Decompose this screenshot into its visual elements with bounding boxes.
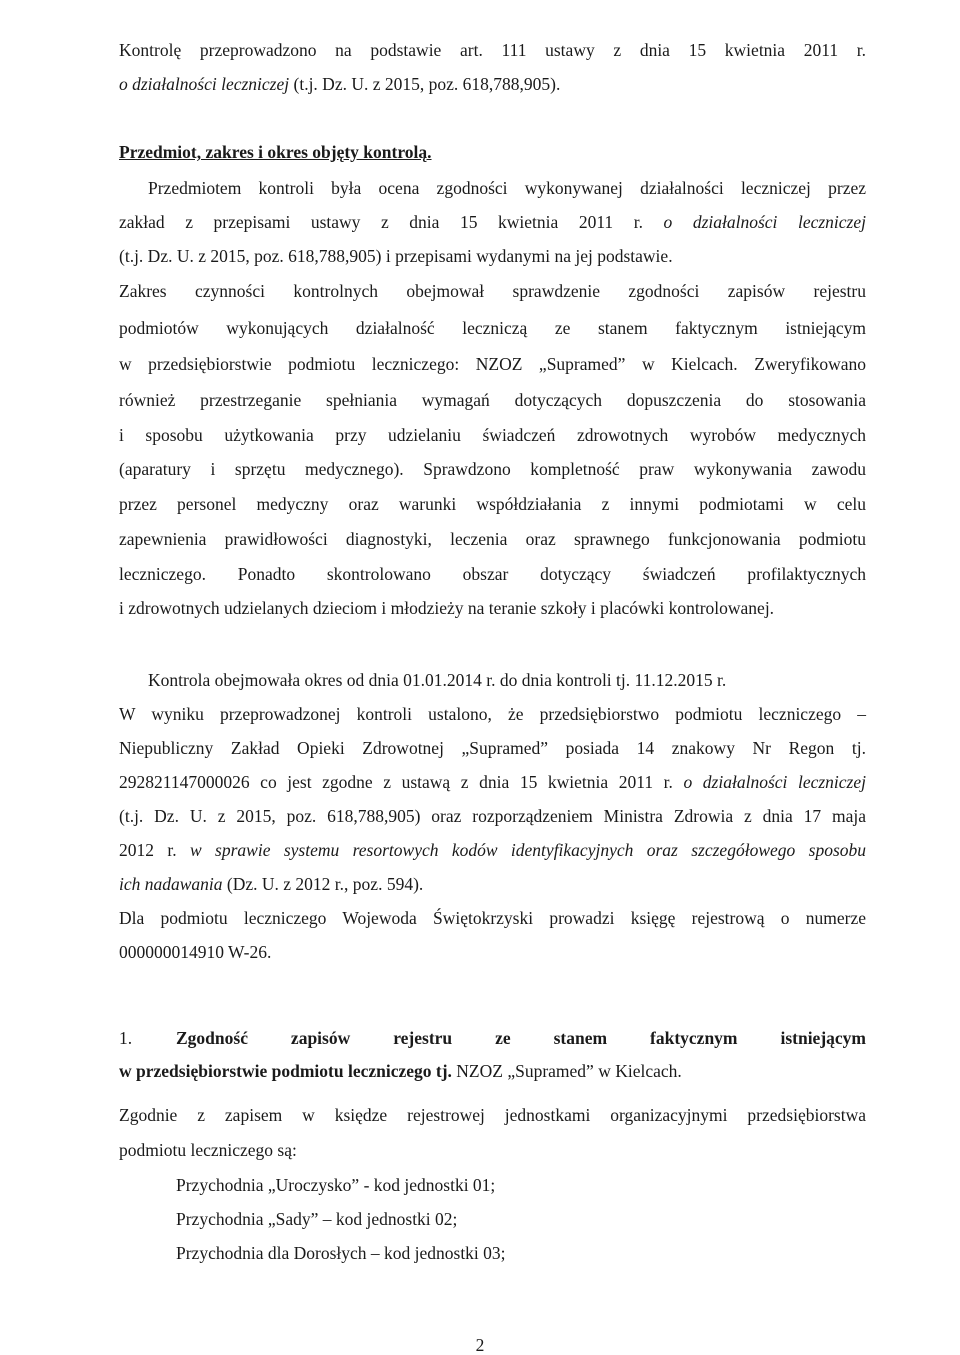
para1-line-1: Przedmiotem kontroli była ocena zgodności wykonywanej działalności leczniczej przez bbox=[148, 178, 866, 198]
regulation-citation: (Dz. U. z 2012 r., poz. 594). bbox=[222, 874, 424, 894]
section1-heading-line-2 bbox=[119, 1063, 682, 1081]
para1-line-2-text: zakład z przepisami ustawy z dnia 15 kwietnia 2011 r. bbox=[119, 212, 664, 232]
para2-line-2: podmiotów wykonujących działalność leczniczą ze stanem faktycznym istniejącym bbox=[119, 318, 866, 338]
para4-line-1: Zgodnie z zapisem w księdze rejestrowej jednostkami organizacyjnymi przedsiębiorstwa bbox=[119, 1105, 866, 1125]
para2-line-7: przez personel medyczny oraz warunki współdziałania z innymi podmiotami w celu bbox=[119, 494, 866, 514]
regulation-title-end: ich nadawania bbox=[119, 874, 223, 894]
unit-item-02: Przychodnia „Sady” – kod jednostki 02; bbox=[176, 1209, 458, 1229]
para4-line-2: podmiotu leczniczego są: bbox=[119, 1140, 297, 1160]
unit-item-03: Przychodnia dla Dorosłych – kod jednostki 03; bbox=[176, 1243, 506, 1263]
para2-line-5: i sposobu użytkowania przy udzielaniu świadczeń zdrowotnych wyrobów medycznych bbox=[119, 425, 866, 445]
para3-line-7 bbox=[119, 876, 423, 894]
para3-line-2: W wyniku przeprowadzonej kontroli ustalono, że przedsiębiorstwo podmiotu leczniczego – bbox=[119, 704, 866, 724]
act-title: o działalności leczniczej bbox=[683, 772, 866, 792]
para2-line-8: zapewnienia prawidłowości diagnostyki, leczenia oraz sprawnego funkcjonowania podmiotu bbox=[119, 529, 866, 549]
para2-line-4: również przestrzeganie spełniania wymagań dotyczących dopuszczenia do stosowania bbox=[119, 390, 866, 410]
para2-line-9: leczniczego. Ponadto skontrolowano obszar dotyczący świadczeń profilaktycznych bbox=[119, 564, 866, 584]
act-title: o działalności leczniczej bbox=[119, 74, 290, 94]
para2-line-10: i zdrowotnych udzielanych dzieciom i młodzieży na teranie szkoły i placówki kontrolowanej. bbox=[119, 598, 775, 618]
para3-line-3: Niepubliczny Zakład Opieki Zdrowotnej „Supramed” posiada 14 znakowy Nr Regon tj. bbox=[119, 738, 866, 758]
regon-text: 292821147000026 co jest zgodne z ustawą z dnia 15 kwietnia 2011 r. bbox=[119, 772, 684, 792]
section1-heading-bold: w przedsiębiorstwie podmiotu leczniczego tj. bbox=[119, 1061, 452, 1081]
unit-item-01: Przychodnia „Uroczysko” - kod jednostki 01; bbox=[176, 1175, 496, 1195]
regulation-title: w sprawie systemu resortowych kodów identyfikacyjnych oraz szczegółowego sposobu bbox=[190, 840, 866, 860]
para3-line-1: Kontrola obejmowała okres od dnia 01.01.2014 r. do dnia kontroli tj. 11.12.2015 r. bbox=[148, 670, 727, 690]
section1-heading-line-1: Zgodność zapisów rejestru ze stanem faktycznym istniejącym bbox=[176, 1028, 866, 1048]
para1-line-3: (t.j. Dz. U. z 2015, poz. 618,788,905) i przepisami wydanymi na jej podstawie. bbox=[119, 246, 673, 266]
section-heading: Przedmiot, zakres i okres objęty kontrolą. bbox=[119, 142, 432, 162]
act-title: o działalności leczniczej bbox=[663, 212, 866, 232]
para3-line-9: 000000014910 W-26. bbox=[119, 942, 272, 962]
para3-line-4 bbox=[119, 774, 866, 792]
para3-line-8: Dla podmiotu leczniczego Wojewoda Świętokrzyski prowadzi księgę rejestrową o numerze bbox=[119, 908, 866, 928]
section1-number: 1. bbox=[119, 1028, 133, 1048]
intro-line-2 bbox=[119, 76, 560, 94]
para3-line-6 bbox=[119, 842, 866, 860]
intro-line-1: Kontrolę przeprowadzono na podstawie art. 111 ustawy z dnia 15 kwietnia 2011 r. bbox=[119, 40, 866, 60]
para2-line-1: Zakres czynności kontrolnych obejmował sprawdzenie zgodności zapisów rejestru bbox=[119, 281, 866, 301]
para2-line-6: (aparatury i sprzętu medycznego). Sprawdzono kompletność praw wykonywania zawodu bbox=[119, 459, 866, 479]
para3-line-5: (t.j. Dz. U. z 2015, poz. 618,788,905) oraz rozporządzeniem Ministra Zdrowia z dnia 17 maja bbox=[119, 806, 866, 826]
regulation-year: 2012 r. bbox=[119, 840, 190, 860]
act-citation: (t.j. Dz. U. z 2015, poz. 618,788,905). bbox=[289, 74, 561, 94]
page-number: 2 bbox=[475, 1335, 485, 1355]
section1-heading-rest: NZOZ „Supramed” w Kielcach. bbox=[451, 1061, 682, 1081]
para2-line-3: w przedsiębiorstwie podmiotu leczniczego: NZOZ „Supramed” w Kielcach. Zweryfikowano bbox=[119, 354, 866, 374]
para1-line-2 bbox=[119, 214, 866, 232]
